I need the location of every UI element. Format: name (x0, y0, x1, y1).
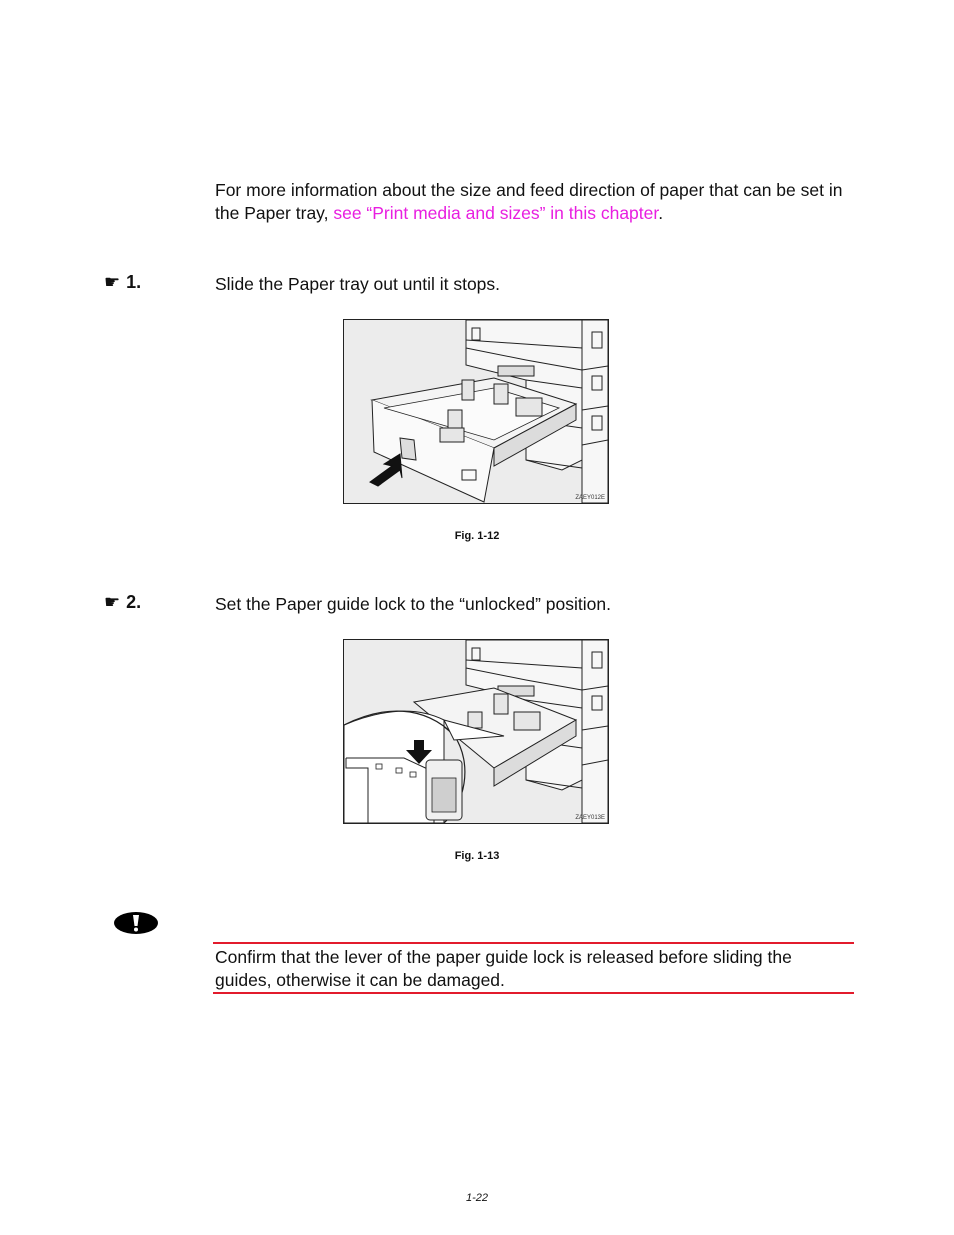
caution-icon (113, 911, 159, 935)
pointing-hand-icon: ☛ (104, 272, 121, 292)
figure-code: ZAEY013E (575, 815, 605, 821)
guide-lock-illustration (344, 640, 608, 823)
intro-text-end: . (658, 202, 664, 223)
step-1-text: Slide the Paper tray out until it stops. (215, 274, 501, 294)
chapter-link[interactable]: see “Print media and sizes” in this chapter (333, 202, 659, 223)
step-2-marker (104, 592, 141, 613)
step-2-text: Set the Paper guide lock to the “unlocked” position. (215, 594, 611, 614)
paper-tray-illustration (344, 320, 608, 503)
step-1-marker (104, 272, 141, 293)
figure-code: ZAEY012E (575, 495, 605, 501)
figure-caption: Fig. 1-12 (454, 530, 500, 542)
figure-paper-tray-out (343, 319, 609, 504)
caution-text: Confirm that the lever of the paper guide lock is released before sliding the guides, otherwise it can be damaged. (215, 947, 792, 990)
step-2-number: 2. (126, 592, 142, 612)
intro-text: For more information about the size and feed direction of paper that can be set in the Paper tray, (215, 180, 843, 223)
caution-top-rule (213, 942, 854, 944)
intro-paragraph (215, 179, 855, 224)
step-1-number: 1. (126, 272, 142, 292)
caution-bottom-rule (213, 992, 854, 994)
page-number: 1-22 (465, 1192, 489, 1204)
figure-guide-lock (343, 639, 609, 824)
pointing-hand-icon: ☛ (104, 592, 121, 612)
figure-caption: Fig. 1-13 (454, 850, 500, 862)
